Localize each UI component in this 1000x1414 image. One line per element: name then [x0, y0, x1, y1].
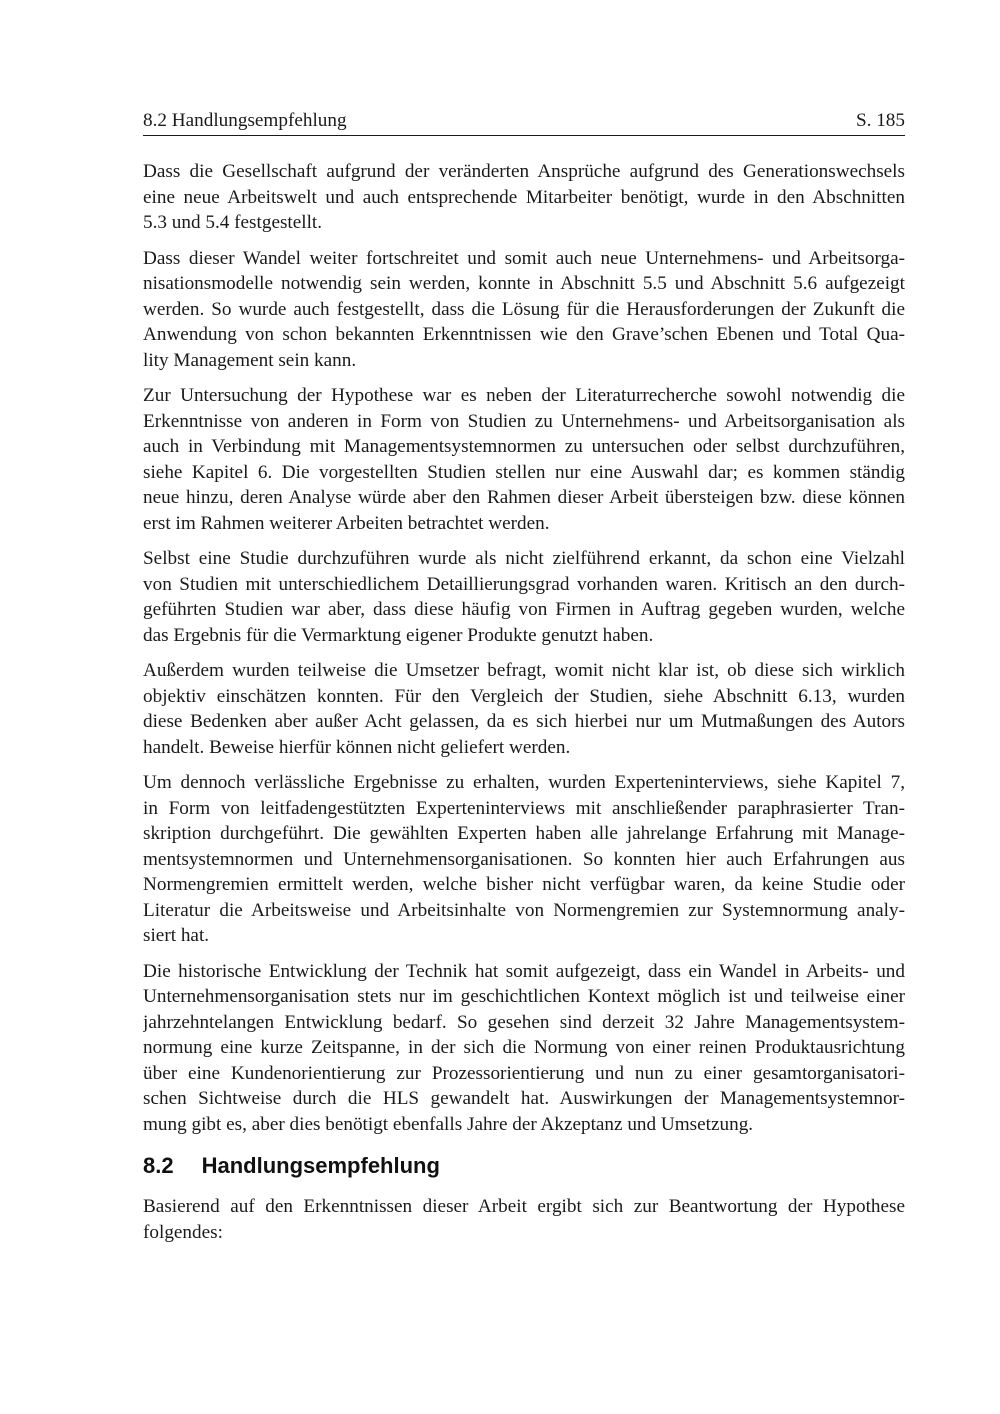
text-line: Dass dieser Wandel weiter fortschreitet und somit auch neue Unternehmens- und Arbeitsorga-	[143, 247, 905, 269]
page-body	[143, 159, 905, 1245]
paragraph	[143, 959, 905, 1138]
text-line: Normengremien ermittelt werden, welche bisher nicht verfügbar waren, da keine Studie oder	[143, 874, 905, 895]
paragraph	[143, 546, 905, 648]
header-rule	[143, 135, 905, 136]
section-heading-title: Handlungsempfehlung	[201, 1153, 440, 1178]
text-line: lity Management sein kann.	[143, 349, 357, 371]
section-heading-number: 8.2	[143, 1153, 174, 1178]
text-line: mentsystemnormen und Unternehmensorganisationen. So konnten hier auch Erfahrungen aus	[143, 848, 905, 870]
text-line: Anwendung von schon bekannten Erkenntnissen wie den Grave’schen Ebenen und Total Qua-	[143, 324, 905, 345]
text-line: mung gibt es, aber dies benötigt ebenfalls Jahre der Akzeptanz und Umsetzung.	[143, 1113, 754, 1135]
paragraph	[143, 770, 905, 949]
paragraph	[143, 1194, 905, 1245]
paragraph	[143, 159, 905, 236]
text-line: Die historische Entwicklung der Technik hat somit aufgezeigt, dass ein Wandel in Arbeits- und	[143, 960, 905, 982]
text-line: Selbst eine Studie durchzuführen wurde als nicht zielführend erkannt, da schon eine Vielzahl	[143, 548, 905, 569]
text-line: normung eine kurze Zeitspanne, in der sich die Normung von einer reinen Produktausrichtung	[143, 1037, 905, 1058]
paragraph	[143, 658, 905, 760]
text-line: Unternehmensorganisation stets nur im geschichtlichen Kontext möglich ist und teilweise einer	[143, 986, 905, 1007]
paragraph	[143, 383, 905, 536]
text-line: eine neue Arbeitswelt und auch entsprechende Mitarbeiter benötigt, wurde in den Abschnitten	[143, 186, 905, 208]
paragraph	[143, 246, 905, 374]
text-line: neue hinzu, deren Analyse würde aber den Rahmen dieser Arbeit übersteigen bzw. diese können	[143, 487, 905, 508]
text-line: Basierend auf den Erkenntnissen dieser Arbeit ergibt sich zur Beantwortung der Hypothese	[143, 1196, 905, 1217]
text-line: 5.3 und 5.4 festgestellt.	[143, 212, 323, 233]
text-line: jahrzehntelangen Entwicklung bedarf. So gesehen sind derzeit 32 Jahre Managementsystem-	[143, 1011, 905, 1033]
text-line: Erkenntnisse von anderen in Form von Studien zu Unternehmens- und Arbeitsorganisation als	[143, 410, 905, 432]
running-header-section-label: 8.2 Handlungsempfehlung	[143, 110, 347, 131]
text-line: siert hat.	[143, 925, 210, 946]
running-header-page-number: S. 185	[855, 110, 905, 131]
text-line: geführten Studien war aber, dass diese häufig von Firmen in Auftrag gegeben wurden, welche	[143, 599, 905, 620]
text-line: Literatur die Arbeitsweise und Arbeitsinhalte von Normengremien zur Systemnormung analy-	[143, 899, 905, 921]
running-header	[143, 110, 905, 132]
text-line: werden. So wurde auch festgestellt, dass die Lösung für die Herausforderungen der Zukunft die	[143, 298, 905, 320]
text-line: nisationsmodelle notwendig sein werden, konnte in Abschnitt 5.5 und Abschnitt 5.6 aufgezeigt	[143, 273, 905, 294]
text-line: objektiv einschätzen konnten. Für den Vergleich der Studien, siehe Abschnitt 6.13, wurden	[143, 685, 905, 707]
text-line: schen Sichtweise durch die HLS gewandelt hat. Auswirkungen der Managementsystemnor-	[143, 1088, 905, 1109]
text-line: erst im Rahmen weiterer Arbeiten betrachtet werden.	[143, 512, 550, 534]
text-line: Dass die Gesellschaft aufgrund der veränderten Ansprüche aufgrund des Generationswechsels	[143, 161, 905, 182]
text-line: siehe Kapitel 6. Die vorgestellten Studien stellen nur eine Auswahl dar; es kommen ständig	[143, 461, 905, 483]
text-line: über eine Kundenorientierung zur Prozessorientierung und nun zu einer gesamtorganisatori-	[143, 1062, 905, 1084]
text-line: handelt. Beweise hierfür können nicht geliefert werden.	[143, 736, 571, 758]
text-line: diese Bedenken aber außer Acht gelassen, da es sich hierbei nur um Mutmaßungen des Autors	[143, 711, 905, 732]
text-line: in Form von leitfadengestützten Experteninterviews mit anschließender paraphrasierter Tran-	[143, 797, 905, 819]
text-line: folgendes:	[143, 1221, 223, 1243]
text-line: auch in Verbindung mit Managementsystemnormen zu untersuchen oder selbst durchzuführen,	[143, 436, 905, 457]
text-line: das Ergebnis für die Vermarktung eigener Produkte genutzt haben.	[143, 624, 654, 646]
text-line: Außerdem wurden teilweise die Umsetzer befragt, womit nicht klar ist, ob diese sich wirklich	[143, 660, 905, 681]
text-line: von Studien mit unterschiedlichem Detaillierungsgrad vorhanden waren. Kritisch an den durch-	[143, 573, 905, 595]
section-heading	[143, 1151, 905, 1181]
text-line: Zur Untersuchung der Hypothese war es neben der Literaturrecherche sowohl notwendig die	[143, 385, 905, 406]
text-line: skription durchgeführt. Die gewählten Experten haben alle jahrelange Erfahrung mit Manage-	[143, 823, 905, 844]
text-line: Um dennoch verlässliche Ergebnisse zu erhalten, wurden Experteninterviews, siehe Kapitel 7,	[143, 772, 905, 793]
